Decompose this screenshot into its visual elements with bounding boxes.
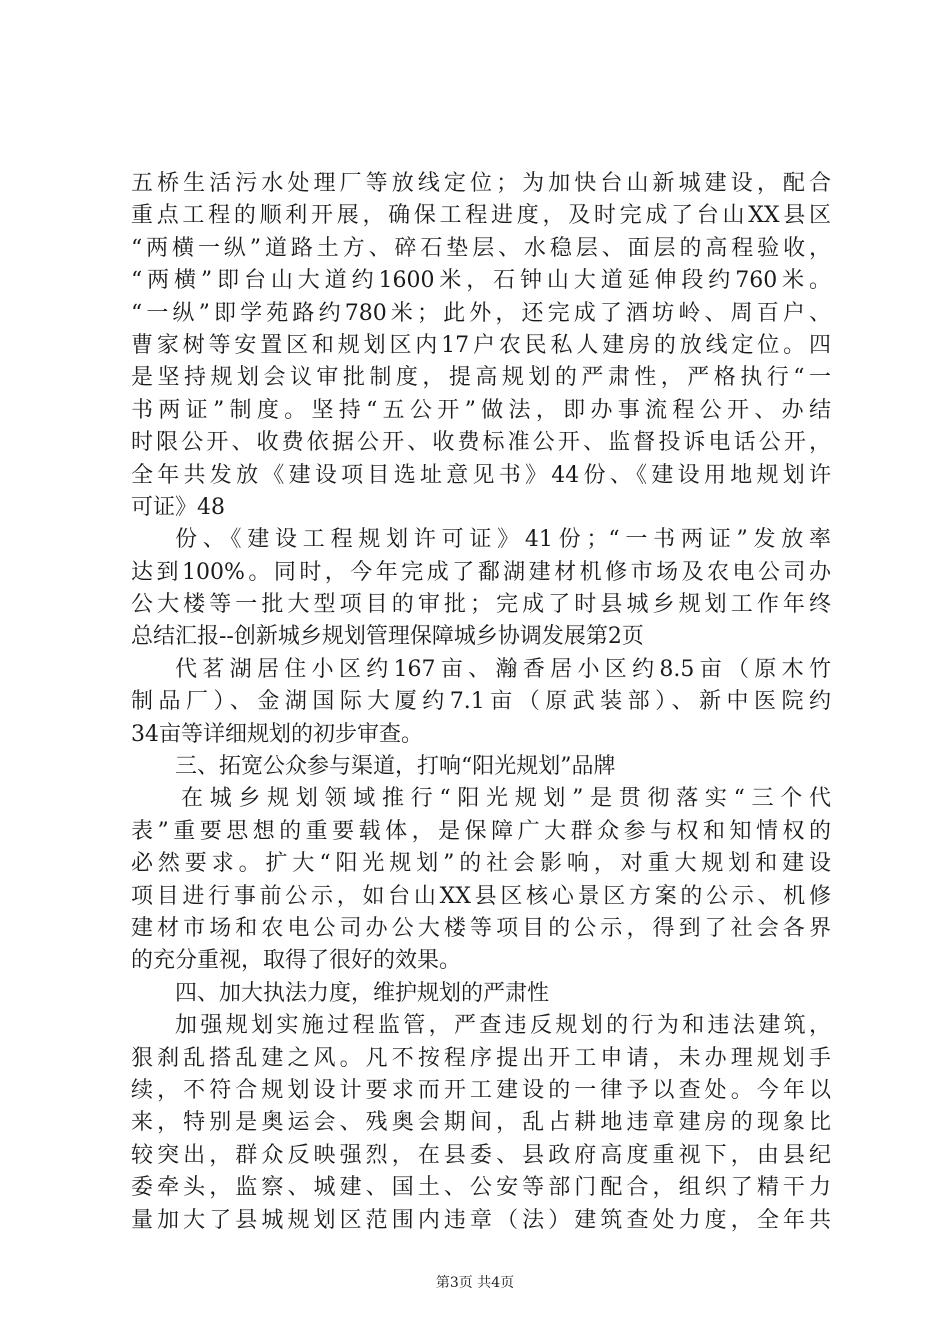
text-line: 制品厂）、金湖国际大厦约7.1亩（原武装部）、新中医院约 <box>131 689 831 715</box>
text-line: 较突出，群众反映强烈，在县委、县政府高度重视下，由县纪 <box>131 1142 831 1168</box>
text-line: 曹家树等安置区和规划区内17户农民私人建房的放线定位。四 <box>131 332 831 358</box>
text-line: 34亩等详细规划的初步审查。 <box>131 721 423 747</box>
text-line: 必然要求。扩大“阳光规划”的社会影响，对重大规划和建设 <box>131 851 831 877</box>
page-footer: 第3页 共4页 <box>435 1275 515 1291</box>
text-line: 总结汇报--创新城乡规划管理保障城乡协调发展第2页 <box>131 624 644 650</box>
text-line: 书两证”制度。坚持“五公开”做法，即办事流程公开、办结 <box>131 397 831 423</box>
document-body <box>131 168 831 1237</box>
text-line: 可证》48 <box>131 494 225 520</box>
text-line: 狠刹乱搭乱建之风。凡不按程序提出开工申请，未办理规划手 <box>131 1045 831 1071</box>
text-line: 委牵头，监察、城建、国土、公安等部门配合，组织了精干力 <box>131 1175 831 1201</box>
text-line: 在城乡规划领域推行“阳光规划”是贯彻落实“三个代 <box>181 786 831 812</box>
text-line: 表”重要思想的重要载体，是保障广大群众参与权和知情权的 <box>131 818 831 844</box>
text-line: “一纵”即学苑路约780米；此外，还完成了酒坊岭、周百户、 <box>131 300 831 326</box>
text-line: 是坚持规划会议审批制度，提高规划的严肃性，严格执行“一 <box>131 365 831 391</box>
text-line: 五桥生活污水处理厂等放线定位；为加快台山新城建设，配合 <box>131 171 831 196</box>
text-line: 量加大了县城规划区范围内违章（法）建筑查处力度，全年共 <box>131 1207 831 1233</box>
text-line: 来，特别是奥运会、残奥会期间，乱占耕地违章建房的现象比 <box>131 1110 831 1136</box>
text-line: 项目进行事前公示，如台山XX县区核心景区方案的公示、机修 <box>131 883 831 909</box>
text-line: 加强规划实施过程监管，严查违反规划的行为和违法建筑， <box>175 1013 831 1039</box>
text-line: 三、拓宽公众参与渠道，打响“阳光规划”品牌 <box>175 754 616 780</box>
text-line: “两横一纵”道路土方、碎石垫层、水稳层、面层的高程验收， <box>131 235 831 261</box>
text-line: 续，不符合规划设计要求而开工建设的一律予以查处。今年以 <box>131 1077 831 1103</box>
text-line: 全年共发放《建设项目选址意见书》44份、《建设用地规划许 <box>131 462 831 488</box>
text-line: 建材市场和农电公司办公大楼等项目的公示，得到了社会各界 <box>131 915 831 941</box>
text-line: 份、《建设工程规划许可证》41份；“一书两证”发放率 <box>175 527 831 553</box>
text-line: 重点工程的顺利开展，确保工程进度，及时完成了台山XX县区 <box>131 203 831 229</box>
text-line: 公大楼等一批大型项目的审批；完成了时县城乡规划工作年终 <box>131 592 831 618</box>
text-line: 时限公开、收费依据公开、收费标准公开、监督投诉电话公开， <box>131 430 831 456</box>
text-line: 的充分重视，取得了很好的效果。 <box>131 948 462 974</box>
text-line: “两横”即台山大道约1600米，石钟山大道延伸段约760米。 <box>131 268 831 294</box>
text-line: 代茗湖居住小区约167亩、瀚香居小区约8.5亩（原木竹 <box>175 656 831 682</box>
text-line: 四、加大执法力度，维护规划的严肃性 <box>175 980 550 1006</box>
text-line: 达到100%。同时，今年完成了鄱湖建材机修市场及农电公司办 <box>131 559 831 585</box>
